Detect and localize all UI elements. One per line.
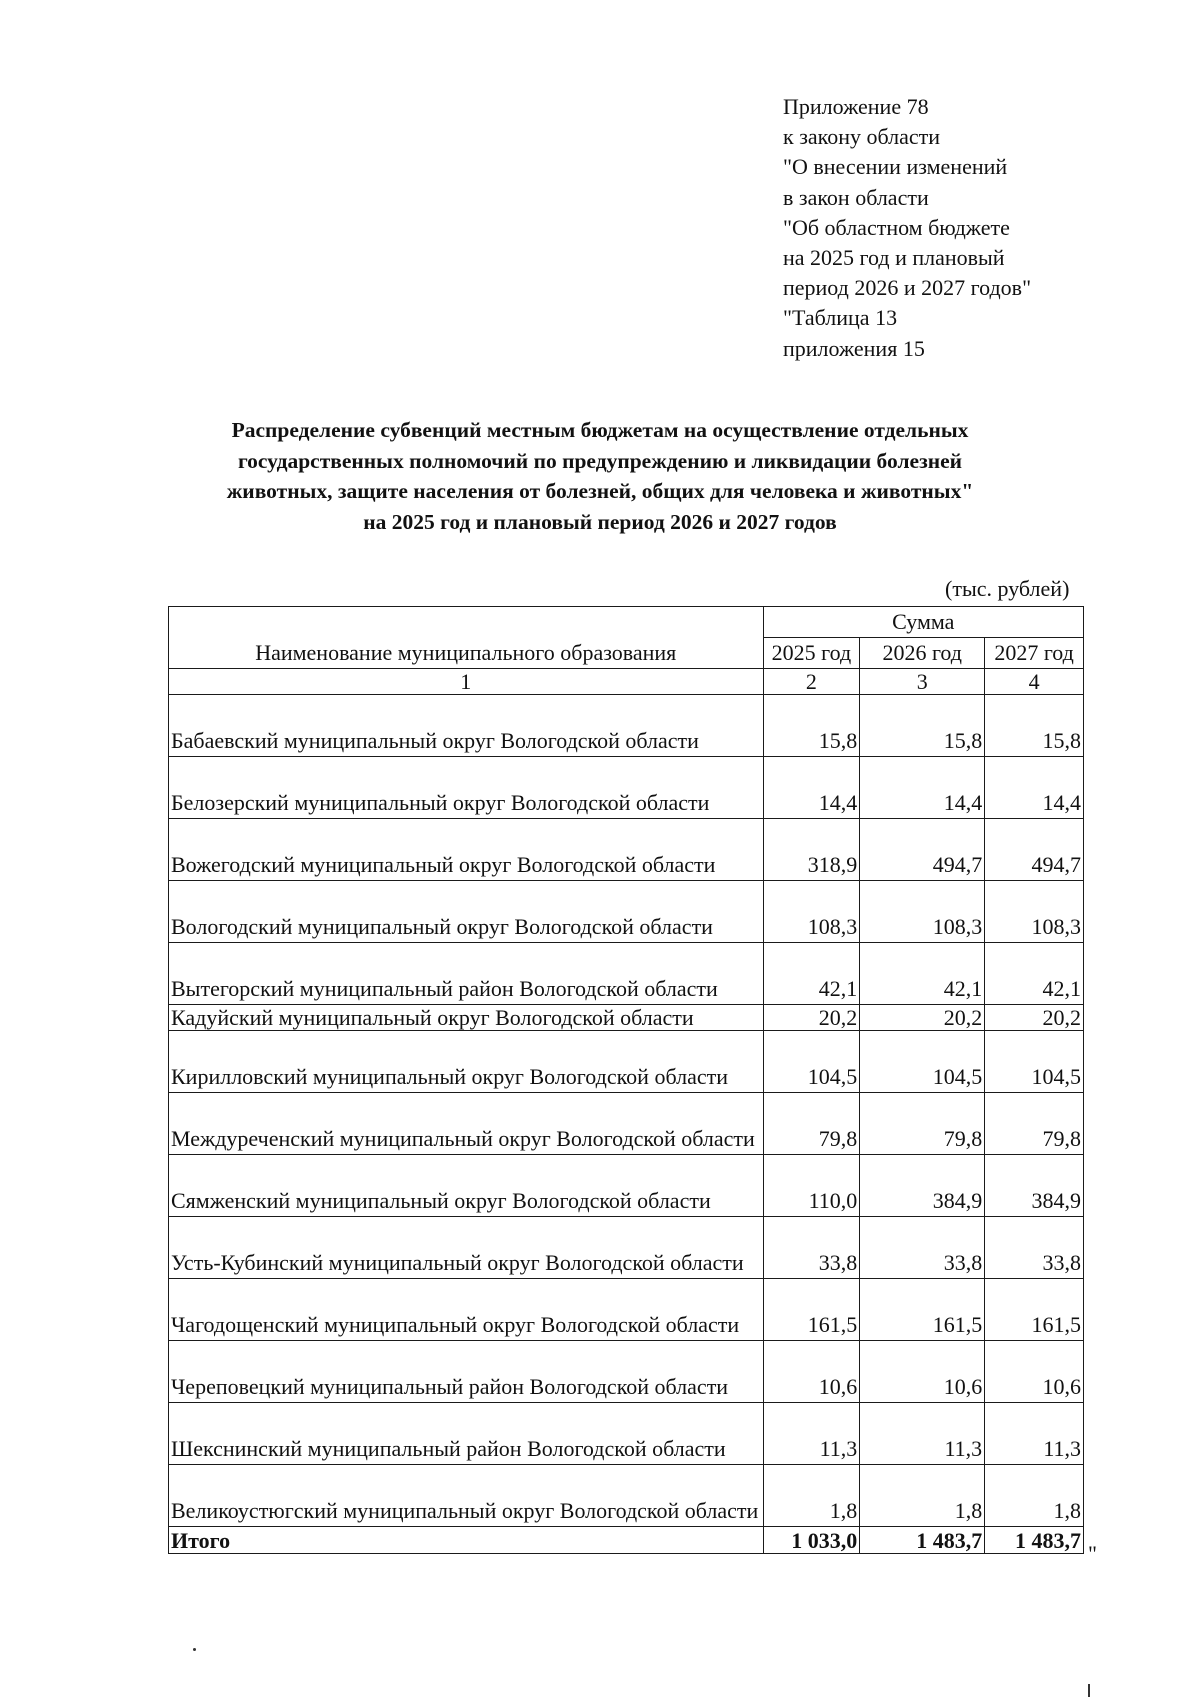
- municipality-name: Кирилловский муниципальный округ Вологодской области: [169, 1031, 764, 1093]
- closing-quote: ": [1088, 1541, 1097, 1566]
- table-column-numbers-row: [169, 669, 1084, 695]
- column-number: 2: [763, 669, 860, 695]
- value-2027: 161,5: [985, 1279, 1084, 1341]
- value-2026: 1,8: [860, 1465, 985, 1527]
- value-2026: 14,4: [860, 757, 985, 819]
- value-2026: 108,3: [860, 881, 985, 943]
- value-2025: 108,3: [763, 881, 860, 943]
- subvention-table: [168, 606, 1084, 1554]
- table-row: [169, 1005, 1084, 1031]
- header-sum: Сумма: [763, 607, 1083, 638]
- table-total-row: [169, 1527, 1084, 1554]
- header-year-2027: 2027 год: [985, 638, 1084, 669]
- value-2025: 1,8: [763, 1465, 860, 1527]
- annex-line: в закон области: [783, 184, 929, 210]
- value-2027: 494,7: [985, 819, 1084, 881]
- title-line: животных, защите населения от болезней, общих для человека и животных": [226, 479, 974, 503]
- municipality-name: Сямженский муниципальный округ Вологодской области: [169, 1155, 764, 1217]
- municipality-name: Вожегодский муниципальный округ Вологодской области: [169, 819, 764, 881]
- value-2026: 11,3: [860, 1403, 985, 1465]
- table-row: [169, 1341, 1084, 1403]
- column-number: 3: [860, 669, 985, 695]
- value-2027: 14,4: [985, 757, 1084, 819]
- value-2027: 10,6: [985, 1341, 1084, 1403]
- value-2026: 20,2: [860, 1005, 985, 1031]
- table-row: [169, 1031, 1084, 1093]
- value-2025: 318,9: [763, 819, 860, 881]
- total-label: Итого: [169, 1527, 764, 1554]
- value-2026: 161,5: [860, 1279, 985, 1341]
- title-line: на 2025 год и плановый период 2026 и 2027 годов: [363, 509, 837, 534]
- document-title: [150, 415, 1050, 537]
- title-line: государственных полномочий по предупреждению и ликвидации болезней: [237, 448, 963, 473]
- value-2025: 11,3: [763, 1403, 860, 1465]
- annex-line: Приложение 78: [783, 94, 929, 119]
- municipality-name: Кадуйский муниципальный округ Вологодской области: [169, 1005, 764, 1031]
- value-2026: 79,8: [860, 1093, 985, 1155]
- title-line: Распределение субвенций местным бюджетам на осуществление отдельных: [231, 418, 969, 442]
- annex-reference: [783, 92, 1031, 364]
- table-row: [169, 1093, 1084, 1155]
- table-row: [169, 819, 1084, 881]
- municipality-name: Шекснинский муниципальный район Вологодской области: [169, 1403, 764, 1465]
- municipality-name: Великоустюгский муниципальный округ Вологодской области: [169, 1465, 764, 1527]
- value-2025: 79,8: [763, 1093, 860, 1155]
- annex-line: "Об областном бюджете: [783, 214, 1010, 240]
- value-2025: 104,5: [763, 1031, 860, 1093]
- municipality-name: Вытегорский муниципальный район Вологодской области: [169, 943, 764, 1005]
- value-2026: 10,6: [860, 1341, 985, 1403]
- table-row: [169, 1155, 1084, 1217]
- annex-line: период 2026 и 2027 годов": [783, 275, 1032, 301]
- value-2026: 33,8: [860, 1217, 985, 1279]
- annex-line: "О внесении изменений: [783, 154, 1008, 180]
- column-number: 1: [169, 669, 764, 695]
- total-2026: 1 483,7: [860, 1527, 985, 1554]
- scan-speck: [193, 1648, 196, 1651]
- value-2025: 110,0: [763, 1155, 860, 1217]
- table-header-row: [169, 607, 1084, 638]
- municipality-name: Усть-Кубинский муниципальный округ Вологодской области: [169, 1217, 764, 1279]
- value-2025: 20,2: [763, 1005, 860, 1031]
- municipality-name: Вологодский муниципальный округ Вологодской области: [169, 881, 764, 943]
- value-2025: 161,5: [763, 1279, 860, 1341]
- municipality-name: Междуреченский муниципальный округ Вологодской области: [169, 1093, 764, 1155]
- units-label: (тыс. рублей): [945, 576, 1070, 601]
- value-2027: 108,3: [985, 881, 1084, 943]
- total-2027: 1 483,7: [985, 1527, 1084, 1554]
- table-row: [169, 1279, 1084, 1341]
- header-year-2026: 2026 год: [860, 638, 985, 669]
- value-2025: 33,8: [763, 1217, 860, 1279]
- value-2027: 15,8: [985, 695, 1084, 757]
- total-2025: 1 033,0: [763, 1527, 860, 1554]
- value-2027: 79,8: [985, 1093, 1084, 1155]
- column-number: 4: [985, 669, 1084, 695]
- value-2025: 14,4: [763, 757, 860, 819]
- scan-mark: [1088, 1684, 1090, 1697]
- table-row: [169, 757, 1084, 819]
- value-2025: 42,1: [763, 943, 860, 1005]
- value-2027: 104,5: [985, 1031, 1084, 1093]
- municipality-name: Бабаевский муниципальный округ Вологодской области: [169, 695, 764, 757]
- value-2027: 11,3: [985, 1403, 1084, 1465]
- annex-line: к закону области: [783, 124, 941, 150]
- value-2026: 15,8: [860, 695, 985, 757]
- value-2025: 10,6: [763, 1341, 860, 1403]
- annex-line: приложения 15: [783, 335, 925, 361]
- value-2026: 42,1: [860, 943, 985, 1005]
- value-2027: 20,2: [985, 1005, 1084, 1031]
- value-2026: 104,5: [860, 1031, 985, 1093]
- value-2027: 1,8: [985, 1465, 1084, 1527]
- table-row: [169, 1403, 1084, 1465]
- table-row: [169, 1217, 1084, 1279]
- municipality-name: Череповецкий муниципальный район Вологодской области: [169, 1341, 764, 1403]
- value-2027: 42,1: [985, 943, 1084, 1005]
- value-2026: 384,9: [860, 1155, 985, 1217]
- annex-line: на 2025 год и плановый: [783, 245, 1005, 271]
- value-2026: 494,7: [860, 819, 985, 881]
- value-2027: 33,8: [985, 1217, 1084, 1279]
- table-row: [169, 943, 1084, 1005]
- table-row: [169, 881, 1084, 943]
- municipality-name: Белозерский муниципальный округ Вологодской области: [169, 757, 764, 819]
- header-name: Наименование муниципального образования: [169, 607, 764, 669]
- value-2025: 15,8: [763, 695, 860, 757]
- table-row: [169, 695, 1084, 757]
- annex-line: "Таблица 13: [783, 305, 898, 331]
- table-row: [169, 1465, 1084, 1527]
- value-2027: 384,9: [985, 1155, 1084, 1217]
- municipality-name: Чагодощенский муниципальный округ Вологодской области: [169, 1279, 764, 1341]
- header-year-2025: 2025 год: [763, 638, 860, 669]
